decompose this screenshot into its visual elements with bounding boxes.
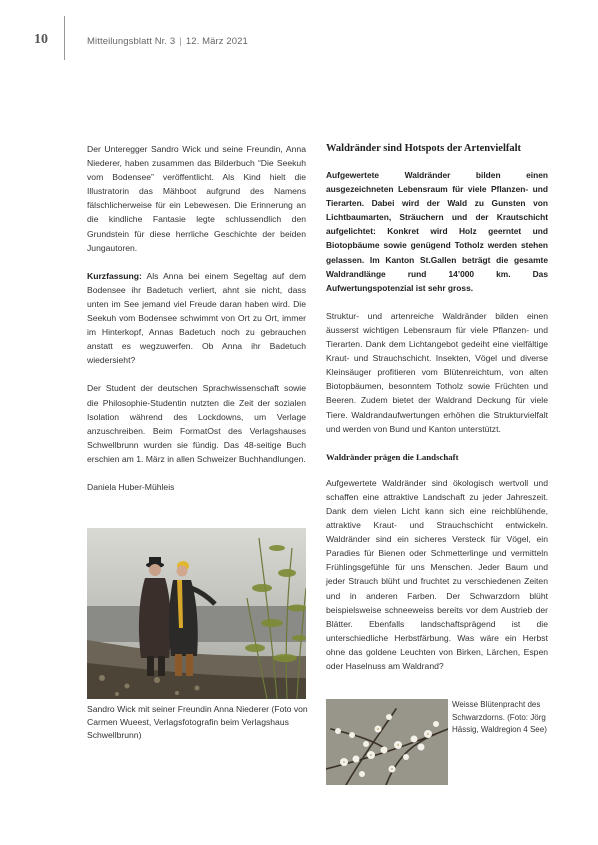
blackthorn-photo-caption: Weisse Blütenpracht des Schwarzdorns. (Foto: Jörg Hässig, Waldregion 4 See) [452, 700, 547, 734]
article-lead: Aufgewertete Waldränder bilden einen ausgezeichneten Lebensraum für viele Pflanzen- und Tierarten. Dabei wird der Wald zu Gunsten von Lichtbaumarten, Sträuchern und der Krautschicht aufgelichtet: Konkret wird Holz geerntet und Biotopbäume sowie genügend Totholz werden stehen gelassen. Im Kanton St.Gallen beträgt die gesamte Waldrandlänge rund 14’000 km. Das Aufwertungspotenzial ist sehr gross. [326, 170, 548, 293]
blackthorn-photo [326, 699, 448, 785]
summary-label: Kurzfassung: [87, 270, 142, 281]
authors-photo-caption: Sandro Wick mit seiner Freundin Anna Niederer (Foto von Carmen Wueest, Verlagsfotografin beim Verlagshaus Schwellbrunn) [87, 704, 308, 740]
publication-date: 12. März 2021 [185, 36, 248, 47]
article-paragraph-intro: Der Unteregger Sandro Wick und seine Freundin, Anna Niederer, haben zusammen das Bilderbuch “Die Seekuh vom Bodensee” veröffentlicht. Als Kind hielt die Illustratorin das Mähboot aufgrund des Namens fälschlicherweise für ein Lebewesen. Die Erinnerung an die kindliche Fantasie legte schlussendlich den Grundstein für diese herrliche Geschichte der beiden Jungautoren. [87, 144, 306, 253]
left-column [87, 142, 306, 508]
article-paragraph-summary [87, 269, 306, 368]
right-column [326, 142, 548, 687]
article-paragraph-publication: Der Student der deutschen Sprachwissenschaft sowie die Philosophie-Studentin nutzten die Zeit der sozialen Isolation während des Lockdowns, um Verlage anzuschreiben. Beim FormatOst des Verlagshauses Schwellbrunn wurden sie fündig. Das 48-seitige Buch erschien am 1. März in allen Schweizer Buchhandlungen. [87, 383, 306, 464]
running-header [87, 36, 248, 47]
authors-photo [87, 528, 306, 699]
article-paragraph-landscape: Aufgewertete Waldränder sind ökologisch wertvoll und schaffen eine attraktive Landschaft zu jeder Jahreszeit. Dank dem vielen Licht kann sich eine reichblühende, attraktive Kraut- und Strauchschicht entwickeln. Waldränder sind ein sicheres Versteck für Vögel, ein Paradies für Bienen oder Schmetterlinge und vermitteln Frühlingsgefühle für uns Menschen. Jeder Baum und jeder Strauch blüht und fruchtet zu verschiedenen Zeiten und in anderen Farben. Der Schwarzdorn blüht beispielsweise schneeweiss bereits vor dem Austrieb der Blätter. Ebenfalls landschaftsprägend ist die unterschiedliche Herbstfärbung. Was wäre ein Herbst ohne das goldene Leuchten von Birken, Lärchen, Espen oder Haselnuss am Waldrand? [326, 477, 548, 671]
header-separator: | [179, 36, 182, 47]
article-paragraph-habitat: Struktur- und artenreiche Waldränder bilden einen äusserst wichtigen Lebensraum für viele Pflanzen- und Tierarten. Dank dem Lichtangebot gedeiht eine vielfältige Kraut- und Strauchschicht. Insekten, Vögel und diverse Kleinsäuger profitieren vom Blütenreichtum, von alten Biotopbäumen, besonntem Totholz sowie Früchten und Beeren. Zudem bietet der Waldrand Deckung für viele Tiere. Waldrandaufwertungen erhöhen die Strukturvielfalt und werden von Bund und Kanton unterstützt. [326, 310, 548, 434]
article-author: Daniela Huber-Mühleis [87, 481, 175, 492]
page-number: 10 [34, 32, 48, 47]
article-title: Waldränder sind Hotspots der Artenvielfalt [326, 143, 522, 154]
summary-text: Als Anna bei einem Segeltag auf dem Bodensee ihr Badetuch verliert, ahnt sie nicht, dass unten im See jemand viel Freude daran haben wird. Die Seekuh vom Bodensee schwimmt von Ort zu Ort, immer im Hinterkopf, Annas Badetuch noch zu gebrauchen anstatt es wegzuwerfen. Ob Anna ihr Badetuch wiedersieht? [87, 270, 306, 366]
publication-title: Mitteilungsblatt Nr. 3 [87, 36, 176, 47]
header-divider [64, 16, 65, 60]
article-subheading: Waldränder prägen die Landschaft [326, 451, 459, 462]
